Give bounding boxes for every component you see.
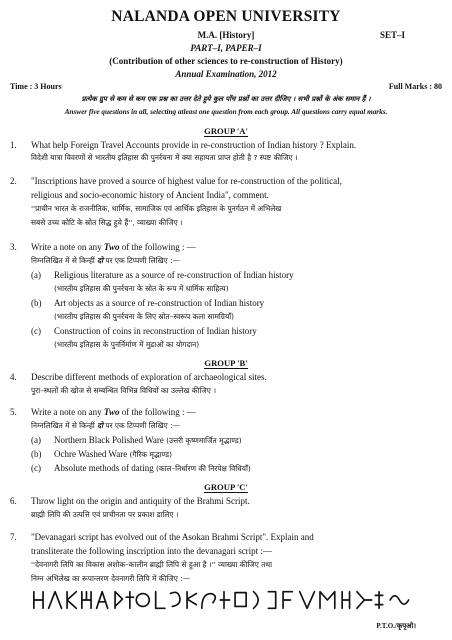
q4-number: 4. [10,372,17,382]
q6-number: 6. [10,496,17,506]
group-b-heading: GROUP 'B' [204,358,248,368]
q3-b-hindi: (भारतीय इतिहास की पुनर्रचना के लिए स्रोत–स्वरूप कला सामग्रियाँ) [54,312,235,321]
q3-b-label: (b) [31,298,42,308]
exam-title: Annual Examination, 2012 [175,69,277,79]
q6-english: Throw light on the origin and antiquity of the Brahmi Script. [31,496,250,506]
q3-c-label: (c) [31,326,41,336]
q5-number: 5. [10,407,17,417]
page-turn-note: P.T.O./कृपृओ। [376,622,416,630]
q1-number: 1. [10,140,17,150]
q5-b-label: (b) [31,449,42,459]
q5-english: Write a note on any Two of the following : — [31,407,196,417]
set-label: SET–I [380,30,406,40]
q1-english: What help Foreign Travel Accounts provide in re-construction of Indian history ? Explain. [31,140,357,150]
q5-a-english: Northern Black Polished Ware (उत्तरी कृष्णमार्जित मृद्भाण्ड) [54,435,242,445]
q2-hindi-line1: ''प्राचीन भारत के राजनीतिक, धार्मिक, सामाजिक एवं आर्थिक इतिहास के पुनर्गठन में अभिलेख [31,204,282,213]
q3-a-label: (a) [31,270,41,280]
q5-a-label: (a) [31,435,41,445]
instruction-hindi: प्रत्येक ग्रुप से कम से कम एक प्रश्न का उत्तर देते हुये कुल पाँच प्रश्नों का उत्तर दीजिए । सभी प्रश्नों के अंक समान हैं । [81,95,371,103]
q3-a-english: Religious literature as a source of re-construction of Indian history [54,270,294,280]
q7-hindi-line2: निम्न अभिलेख का रूपान्तरण देवनागरी लिपि में कीजिए :— [31,574,191,583]
course-name: M.A. [History] [197,30,255,40]
q7-hindi-line1: ''देवनागरी लिपि का विकास अशोक–कालीन ब्राह्मी लिपि से हुआ है ।'' व्याख्या कीजिए तथा [31,560,273,569]
q5-b-english: Ochre Washed Ware (गैरिक मृद्भाण्ड) [54,449,172,459]
q7-english-line1: "Devanagari script has evolved out of the Asokan Brahmi Script". Explain and [31,532,314,542]
group-c-heading: GROUP 'C' [204,482,248,492]
brahmi-inscription-image [14,588,434,612]
q7-english-line2: transliterate the following inscription into the devanagari script :— [31,546,272,556]
q5-c-english: Absolute methods of dating (काल–निर्धारण की निरपेक्ष विधियाँ) [54,463,251,473]
q3-number: 3. [10,242,17,252]
q2-english-line2: religious and socio-economic history of Ancient India", comment. [31,190,269,200]
full-marks: Full Marks : 80 [388,82,442,91]
q2-english-line1: "Inscriptions have proved a source of highest value for re-construction of the political, [31,176,342,186]
university-title: NALANDA OPEN UNIVERSITY [111,8,341,25]
q3-b-english: Art objects as a source of re-construction of Indian history [54,298,265,308]
q4-english: Describe different methods of exploration of archaeological sites. [31,372,267,382]
instruction-english: Answer five questions in all, selecting atleast one question from each group. All questions carry equal marks. [64,108,388,116]
part-paper: PART–I, PAPER–I [190,43,262,53]
q2-number: 2. [10,176,17,186]
q7-number: 7. [10,532,17,542]
q6-hindi: ब्राह्मी लिपि की उत्पत्ति एवं प्राचीनता पर प्रकाश डालिए । [31,510,179,519]
paper-subject: (Contribution of other sciences to re-construction of History) [109,56,343,66]
q5-hindi: निम्नलिखित में से किन्हीं दो पर एक टिप्पणी लिखिए :— [31,421,180,430]
group-a-heading: GROUP 'A' [204,126,248,136]
q1-hindi: विदेशी यात्रा विवरणों से भारतीय इतिहास की पुनर्रचना में क्या सहायता प्राप्त होती है ? स्पष्ट कीजिए । [31,153,298,162]
q4-hindi: पुरा–स्थलों की खोज से सम्बन्धित विभिन्न विधियों का उल्लेख कीजिए । [31,386,217,395]
q3-c-english: Construction of coins in reconstruction of Indian history [54,326,257,336]
q5-c-label: (c) [31,463,41,473]
q3-a-hindi: (भारतीय इतिहास की पुनर्रचना के स्रोत के रूप में धार्मिक साहित्य) [54,284,229,293]
q2-hindi-line2: सबसे उच्च कोटि के स्रोत सिद्ध हुये हैं'', व्याख्या कीजिए । [31,218,183,227]
q3-hindi: निम्नलिखित में से किन्हीं दो पर एक टिप्पणी लिखिए :— [31,256,180,265]
time-allowed: Time : 3 Hours [10,82,62,91]
q3-english: Write a note on any Two of the following : — [31,242,196,252]
q3-c-hindi: (भारतीय इतिहास के पुनर्निर्माण में मुद्राओं का योगदान) [54,340,200,349]
